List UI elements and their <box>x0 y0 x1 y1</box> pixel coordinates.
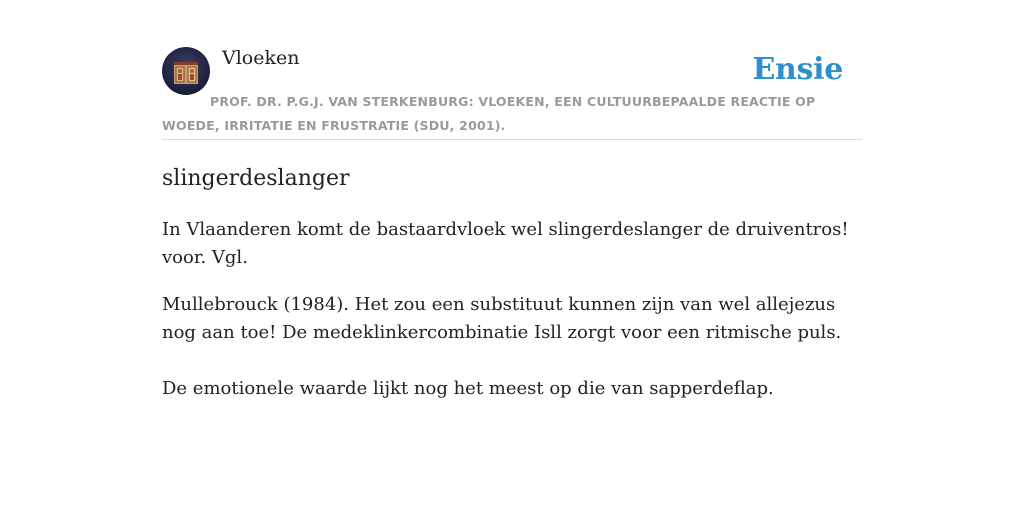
entry-body <box>162 216 862 403</box>
source-citation: PROF. DR. P.G.J. VAN STERKENBURG: VLOEKEN, EEN CULTUURBEPAALDE REACTIE OP WOEDE, IRRITATIE EN FRUSTRATIE (SDU, 2001). <box>162 94 816 133</box>
entry-paragraph: In Vlaanderen komt de bastaardvloek wel slingerdeslanger de druiventros! voor. Vgl. <box>162 219 849 268</box>
ensie-logo[interactable]: Ensie <box>752 52 843 87</box>
dictionary-title-link[interactable]: Vloeken <box>222 47 300 69</box>
book-cover-icon <box>162 47 210 95</box>
entry-paragraph: Mullebrouck (1984). Het zou een substituut kunnen zijn van wel allejezus nog aan toe! De medeklinkercombinatie Isll zorgt voor een ritmische puls. <box>162 294 842 343</box>
avatar[interactable] <box>162 47 210 95</box>
entry-paragraph: De emotionele waarde lijkt nog het meest op die van sapperdeflap. <box>162 378 774 399</box>
entry-card <box>162 46 862 403</box>
entry-term: slingerdeslanger <box>162 166 350 191</box>
entry-header <box>162 46 862 140</box>
